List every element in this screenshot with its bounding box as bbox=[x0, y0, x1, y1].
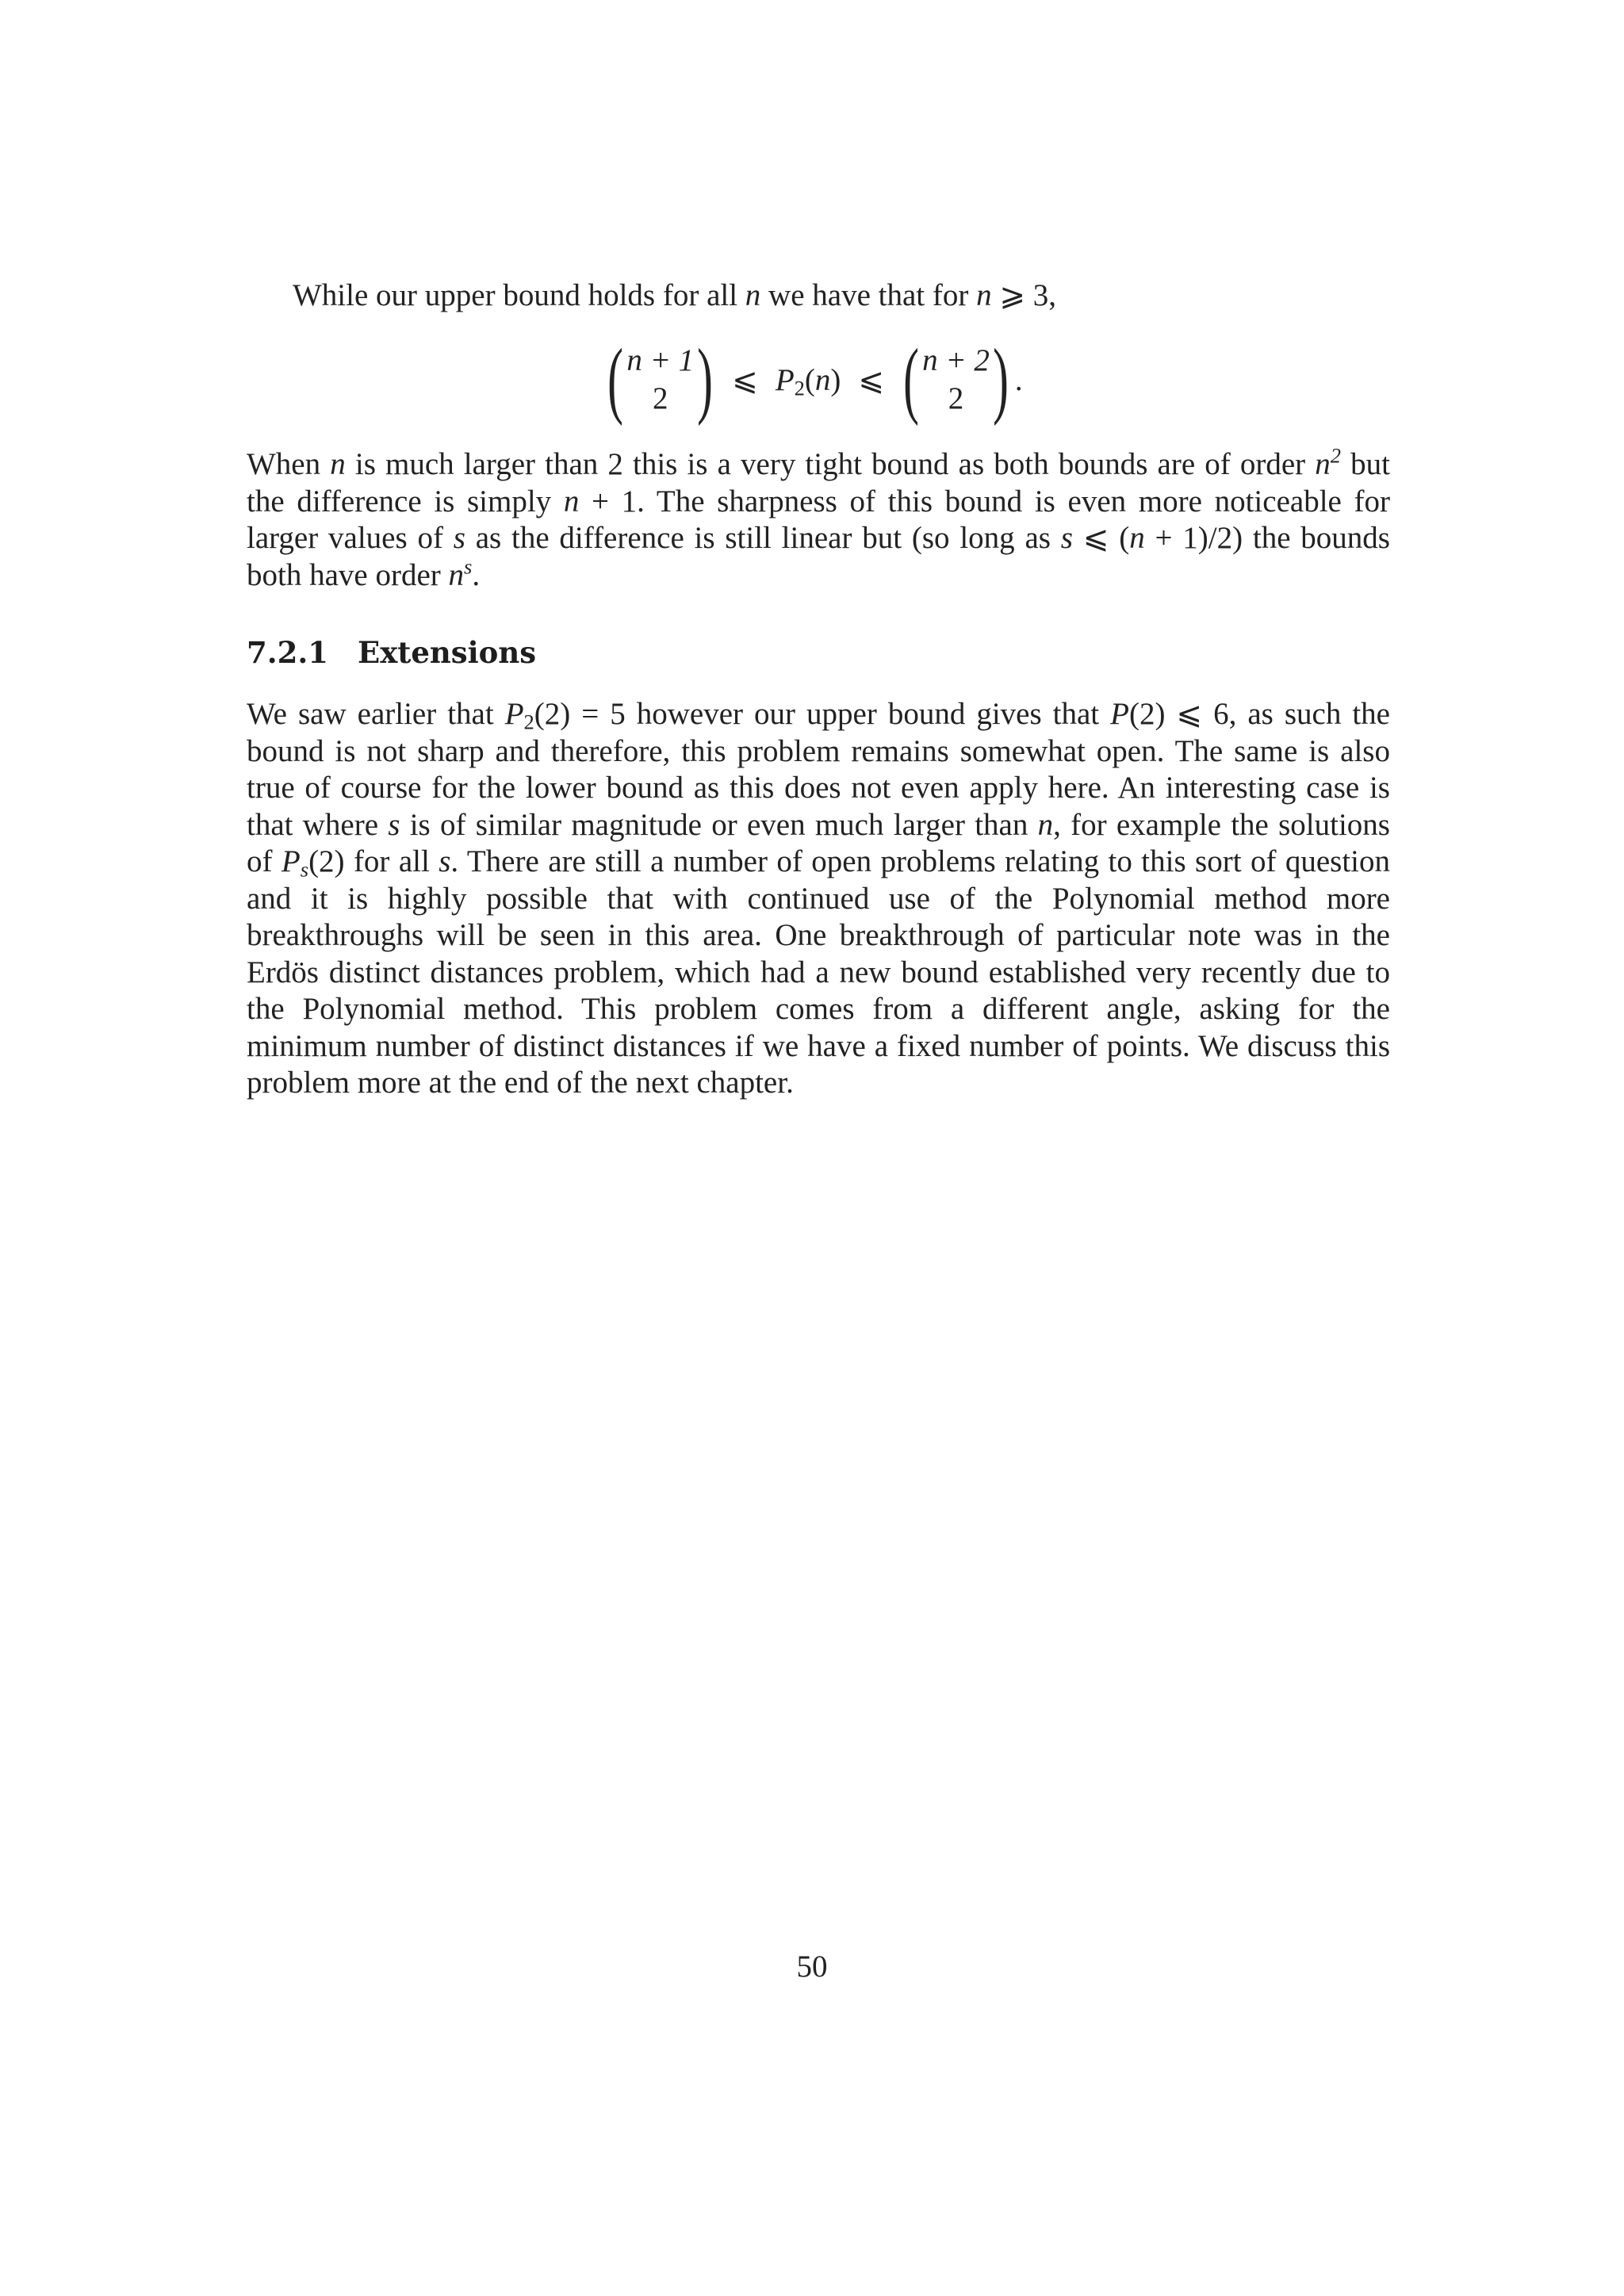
math-variable: s bbox=[439, 844, 451, 878]
math-variable: P bbox=[504, 697, 524, 731]
intro-paragraph bbox=[247, 277, 1390, 315]
text-segment: ⩽ ( bbox=[1072, 521, 1130, 555]
binomial-top: n + 2 bbox=[922, 343, 990, 377]
right-paren-open: ( bbox=[903, 332, 919, 427]
paren: ) bbox=[830, 362, 841, 397]
section-number: 7.2.1 bbox=[247, 635, 328, 670]
section-title: Extensions bbox=[358, 635, 537, 670]
binomial-bottom: 2 bbox=[948, 381, 964, 415]
text-segment: but the difference is simply bbox=[247, 447, 1391, 519]
section-heading bbox=[247, 634, 536, 671]
text-segment: When bbox=[247, 447, 331, 481]
text-segment: , for example the solutions of bbox=[247, 807, 1390, 878]
math-variable: n bbox=[1315, 447, 1331, 481]
text-segment: is of similar magnitude or even much larger than bbox=[400, 807, 1038, 842]
math-subscript: s bbox=[300, 857, 309, 882]
math-variable: n bbox=[1129, 521, 1145, 555]
math-superscript: s bbox=[464, 553, 473, 578]
math-variable: n bbox=[814, 362, 831, 397]
math-function: P bbox=[775, 362, 795, 397]
paren: ( bbox=[804, 362, 815, 397]
text-segment: (2) = 5 however our upper bound gives that bbox=[534, 697, 1111, 731]
relation-symbol: ⩽ bbox=[732, 362, 758, 397]
math-variable: P bbox=[1110, 697, 1129, 731]
math-variable: n bbox=[1037, 807, 1054, 842]
math-variable: s bbox=[453, 521, 465, 555]
math-superscript: 2 bbox=[1330, 443, 1342, 468]
math-variable: s bbox=[1060, 521, 1073, 555]
text-segment: as the difference is still linear but (so long as bbox=[465, 521, 1061, 555]
text-segment: . bbox=[472, 557, 481, 592]
bound-discussion-paragraph bbox=[247, 443, 1391, 594]
left-binomial bbox=[601, 332, 719, 427]
math-variable: n bbox=[563, 484, 580, 519]
math-variable: n bbox=[330, 447, 346, 481]
extensions-paragraph bbox=[247, 696, 1390, 1102]
left-paren-open: ( bbox=[607, 332, 624, 427]
text-segment: ⩾ 3, bbox=[991, 278, 1057, 312]
math-subscript: 2 bbox=[794, 376, 805, 400]
equation-period: . bbox=[1014, 362, 1023, 397]
math-variable: P bbox=[281, 844, 301, 878]
relation-symbol: ⩽ bbox=[858, 362, 885, 397]
binomial-stack bbox=[922, 342, 990, 418]
text-segment: is much larger than 2 this is a very tight bound as both bounds are of order bbox=[345, 447, 1316, 481]
display-equation bbox=[0, 332, 1624, 427]
binomial-bottom: 2 bbox=[653, 381, 668, 415]
text-segment: (2) ⩽ 6, as such the bound is not sharp and therefore, this problem remains somewhat open. The same is also true of course for the lower bound as this does not even apply here. An interesting case is that where bbox=[247, 697, 1390, 842]
math-variable: n bbox=[448, 557, 464, 592]
math-subscript: 2 bbox=[523, 710, 534, 734]
text-segment: we have that for bbox=[760, 278, 977, 312]
text-segment: . There are still a number of open problems relating to this sort of question and it is highly possible that with continued use of the Polynomial method more breakthroughs will be seen in this area. One breakthrough of particular note was in the Erdös distinct distances problem, which had a new bound established very recently due to the Polynomial method. This problem comes from a different angle, asking for the minimum number of distinct distances if we have a fixed number of points. We discuss this problem more at the end of the next chapter. bbox=[247, 844, 1391, 1100]
text-segment: (2) for all bbox=[308, 844, 439, 878]
text-segment: + 1. The sharpness of this bound is even more noticeable for larger values of bbox=[247, 484, 1390, 555]
text-segment: We saw earlier that bbox=[247, 697, 505, 731]
right-binomial bbox=[897, 332, 1015, 427]
binomial-top: n + 1 bbox=[626, 343, 695, 377]
right-paren-close: ) bbox=[992, 332, 1009, 427]
math-variable: n bbox=[976, 278, 992, 312]
text-segment: While our upper bound holds for all bbox=[293, 278, 745, 312]
middle-expression bbox=[776, 362, 841, 398]
text-segment: + 1)/2) the bounds both have order bbox=[247, 521, 1390, 592]
binomial-stack bbox=[626, 342, 694, 418]
math-variable: n bbox=[745, 278, 761, 312]
left-paren-close: ) bbox=[697, 332, 714, 427]
math-variable: s bbox=[388, 807, 400, 842]
page-number: 50 bbox=[796, 1950, 828, 1984]
